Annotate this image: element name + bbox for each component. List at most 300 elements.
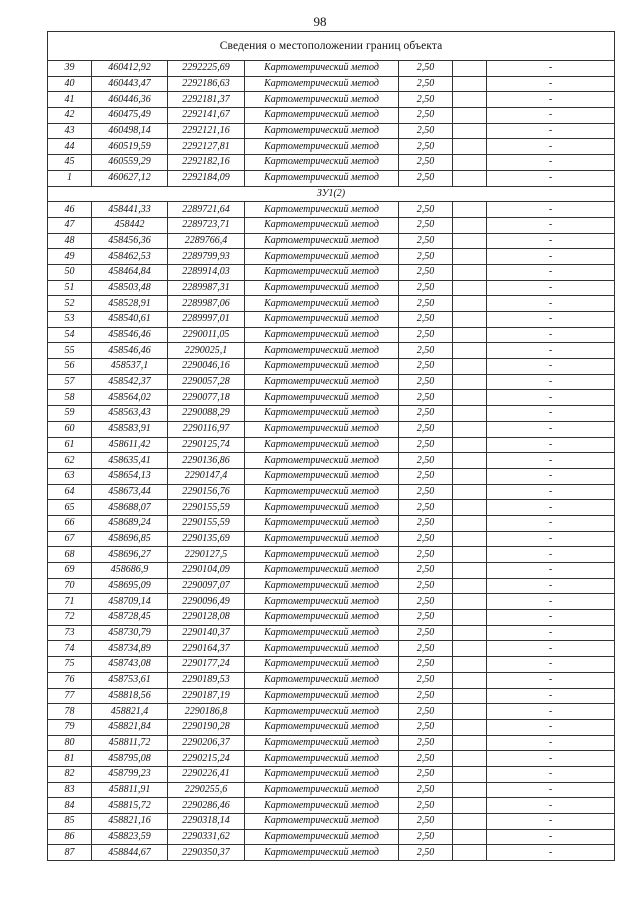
method-cell: Картометрический метод: [245, 343, 399, 359]
method-cell: Картометрический метод: [245, 688, 399, 704]
y-coordinate-cell: 2290096,49: [168, 594, 245, 610]
precision-cell: 2,50: [399, 735, 453, 751]
method-cell: Картометрический метод: [245, 123, 399, 139]
description-cell: -: [487, 453, 615, 469]
method-cell: Картометрический метод: [245, 233, 399, 249]
y-coordinate-cell: 2290350,37: [168, 845, 245, 861]
table-row: [48, 390, 615, 406]
empty-cell: [453, 641, 487, 657]
method-cell: Картометрический метод: [245, 563, 399, 579]
point-number-cell: 49: [48, 249, 92, 265]
table-row: [48, 641, 615, 657]
table-row: [48, 406, 615, 422]
x-coordinate-cell: 458456,36: [92, 233, 168, 249]
table-row: [48, 500, 615, 516]
description-cell: -: [487, 421, 615, 437]
empty-cell: [453, 437, 487, 453]
point-number-cell: 44: [48, 139, 92, 155]
point-number-cell: 47: [48, 217, 92, 233]
precision-cell: 2,50: [399, 437, 453, 453]
description-cell: -: [487, 531, 615, 547]
method-cell: Картометрический метод: [245, 249, 399, 265]
x-coordinate-cell: 458730,79: [92, 625, 168, 641]
x-coordinate-cell: 460475,49: [92, 108, 168, 124]
y-coordinate-cell: 2290164,37: [168, 641, 245, 657]
description-cell: -: [487, 641, 615, 657]
table-row: [48, 578, 615, 594]
method-cell: Картометрический метод: [245, 264, 399, 280]
x-coordinate-cell: 458689,24: [92, 515, 168, 531]
precision-cell: 2,50: [399, 704, 453, 720]
table-row: [48, 202, 615, 218]
y-coordinate-cell: 2290155,59: [168, 515, 245, 531]
y-coordinate-cell: 2290155,59: [168, 500, 245, 516]
precision-cell: 2,50: [399, 563, 453, 579]
empty-cell: [453, 343, 487, 359]
method-cell: Картометрический метод: [245, 390, 399, 406]
description-cell: -: [487, 374, 615, 390]
method-cell: Картометрический метод: [245, 468, 399, 484]
precision-cell: 2,50: [399, 751, 453, 767]
y-coordinate-cell: 2289997,01: [168, 312, 245, 328]
empty-cell: [453, 61, 487, 77]
method-cell: Картометрический метод: [245, 312, 399, 328]
precision-cell: 2,50: [399, 76, 453, 92]
x-coordinate-cell: 458818,56: [92, 688, 168, 704]
y-coordinate-cell: 2289721,64: [168, 202, 245, 218]
description-cell: -: [487, 92, 615, 108]
method-cell: Картометрический метод: [245, 625, 399, 641]
precision-cell: 2,50: [399, 829, 453, 845]
table-row: [48, 751, 615, 767]
point-number-cell: 77: [48, 688, 92, 704]
table-row: [48, 657, 615, 673]
precision-cell: 2,50: [399, 610, 453, 626]
empty-cell: [453, 453, 487, 469]
table-title: Сведения о местоположении границ объекта: [48, 32, 615, 61]
empty-cell: [453, 782, 487, 798]
precision-cell: 2,50: [399, 547, 453, 563]
x-coordinate-cell: 458611,42: [92, 437, 168, 453]
empty-cell: [453, 359, 487, 375]
x-coordinate-cell: 458844,67: [92, 845, 168, 861]
empty-cell: [453, 829, 487, 845]
empty-cell: [453, 249, 487, 265]
precision-cell: 2,50: [399, 217, 453, 233]
precision-cell: 2,50: [399, 845, 453, 861]
y-coordinate-cell: 2292121,16: [168, 123, 245, 139]
table-row: [48, 249, 615, 265]
empty-cell: [453, 672, 487, 688]
x-coordinate-cell: 458528,91: [92, 296, 168, 312]
precision-cell: 2,50: [399, 170, 453, 186]
point-number-cell: 53: [48, 312, 92, 328]
method-cell: Картометрический метод: [245, 829, 399, 845]
method-cell: Картометрический метод: [245, 76, 399, 92]
table-row: [48, 108, 615, 124]
table-row: [48, 76, 615, 92]
table-row: [48, 782, 615, 798]
description-cell: -: [487, 312, 615, 328]
table-row: [48, 453, 615, 469]
empty-cell: [453, 814, 487, 830]
empty-cell: [453, 766, 487, 782]
point-number-cell: 61: [48, 437, 92, 453]
x-coordinate-cell: 458442: [92, 217, 168, 233]
empty-cell: [453, 531, 487, 547]
description-cell: -: [487, 563, 615, 579]
description-cell: -: [487, 155, 615, 171]
table-row: [48, 61, 615, 77]
x-coordinate-cell: 458546,46: [92, 327, 168, 343]
description-cell: -: [487, 343, 615, 359]
precision-cell: 2,50: [399, 296, 453, 312]
y-coordinate-cell: 2290189,53: [168, 672, 245, 688]
table-row: [48, 829, 615, 845]
point-number-cell: 43: [48, 123, 92, 139]
x-coordinate-cell: 458464,84: [92, 264, 168, 280]
point-number-cell: 81: [48, 751, 92, 767]
empty-cell: [453, 139, 487, 155]
precision-cell: 2,50: [399, 374, 453, 390]
y-coordinate-cell: 2290116,97: [168, 421, 245, 437]
description-cell: -: [487, 390, 615, 406]
x-coordinate-cell: 460519,59: [92, 139, 168, 155]
y-coordinate-cell: 2290025,1: [168, 343, 245, 359]
description-cell: -: [487, 76, 615, 92]
empty-cell: [453, 233, 487, 249]
precision-cell: 2,50: [399, 202, 453, 218]
description-cell: -: [487, 657, 615, 673]
point-number-cell: 57: [48, 374, 92, 390]
page-number: 98: [313, 14, 327, 29]
description-cell: -: [487, 61, 615, 77]
empty-cell: [453, 170, 487, 186]
x-coordinate-cell: 458441,33: [92, 202, 168, 218]
precision-cell: 2,50: [399, 406, 453, 422]
method-cell: Картометрический метод: [245, 672, 399, 688]
description-cell: -: [487, 249, 615, 265]
x-coordinate-cell: 458583,91: [92, 421, 168, 437]
table-row: [48, 264, 615, 280]
empty-cell: [453, 578, 487, 594]
point-number-cell: 87: [48, 845, 92, 861]
description-cell: -: [487, 264, 615, 280]
y-coordinate-cell: 2290104,09: [168, 563, 245, 579]
y-coordinate-cell: 2290125,74: [168, 437, 245, 453]
precision-cell: 2,50: [399, 280, 453, 296]
y-coordinate-cell: 2290226,41: [168, 766, 245, 782]
table-row: [48, 327, 615, 343]
precision-cell: 2,50: [399, 108, 453, 124]
table-row: [48, 170, 615, 186]
precision-cell: 2,50: [399, 92, 453, 108]
precision-cell: 2,50: [399, 672, 453, 688]
description-cell: -: [487, 688, 615, 704]
empty-cell: [453, 563, 487, 579]
empty-cell: [453, 657, 487, 673]
precision-cell: 2,50: [399, 688, 453, 704]
precision-cell: 2,50: [399, 264, 453, 280]
empty-cell: [453, 798, 487, 814]
method-cell: Картометрический метод: [245, 845, 399, 861]
table-row: [48, 798, 615, 814]
point-number-cell: 83: [48, 782, 92, 798]
table-row: [48, 688, 615, 704]
point-number-cell: 76: [48, 672, 92, 688]
y-coordinate-cell: 2290057,28: [168, 374, 245, 390]
y-coordinate-cell: 2292182,16: [168, 155, 245, 171]
precision-cell: 2,50: [399, 359, 453, 375]
x-coordinate-cell: 458542,37: [92, 374, 168, 390]
y-coordinate-cell: 2290190,28: [168, 719, 245, 735]
table-row: [48, 704, 615, 720]
empty-cell: [453, 468, 487, 484]
description-cell: -: [487, 625, 615, 641]
y-coordinate-cell: 2289723,71: [168, 217, 245, 233]
y-coordinate-cell: 2292127,81: [168, 139, 245, 155]
x-coordinate-cell: 460446,36: [92, 92, 168, 108]
point-number-cell: 58: [48, 390, 92, 406]
x-coordinate-cell: 458695,09: [92, 578, 168, 594]
method-cell: Картометрический метод: [245, 155, 399, 171]
table-row: [48, 92, 615, 108]
description-cell: -: [487, 814, 615, 830]
table-row: [48, 547, 615, 563]
table-row: [48, 233, 615, 249]
precision-cell: 2,50: [399, 515, 453, 531]
x-coordinate-cell: 458696,85: [92, 531, 168, 547]
table-row: [48, 531, 615, 547]
method-cell: Картометрический метод: [245, 217, 399, 233]
boundary-coordinates-table: [47, 31, 615, 861]
empty-cell: [453, 280, 487, 296]
x-coordinate-cell: 458673,44: [92, 484, 168, 500]
method-cell: Картометрический метод: [245, 704, 399, 720]
precision-cell: 2,50: [399, 500, 453, 516]
description-cell: -: [487, 735, 615, 751]
x-coordinate-cell: 458635,41: [92, 453, 168, 469]
empty-cell: [453, 594, 487, 610]
y-coordinate-cell: 2292225,69: [168, 61, 245, 77]
point-number-cell: 70: [48, 578, 92, 594]
empty-cell: [453, 421, 487, 437]
precision-cell: 2,50: [399, 421, 453, 437]
y-coordinate-cell: 2289987,06: [168, 296, 245, 312]
empty-cell: [453, 484, 487, 500]
table-row: [48, 484, 615, 500]
description-cell: -: [487, 406, 615, 422]
point-number-cell: 1: [48, 170, 92, 186]
precision-cell: 2,50: [399, 249, 453, 265]
x-coordinate-cell: 458821,84: [92, 719, 168, 735]
y-coordinate-cell: 2289799,93: [168, 249, 245, 265]
table-row: [48, 312, 615, 328]
point-number-cell: 48: [48, 233, 92, 249]
description-cell: -: [487, 202, 615, 218]
method-cell: Картометрический метод: [245, 280, 399, 296]
y-coordinate-cell: 2290286,46: [168, 798, 245, 814]
method-cell: Картометрический метод: [245, 515, 399, 531]
precision-cell: 2,50: [399, 594, 453, 610]
empty-cell: [453, 264, 487, 280]
table-row: [48, 719, 615, 735]
empty-cell: [453, 610, 487, 626]
description-cell: -: [487, 123, 615, 139]
empty-cell: [453, 327, 487, 343]
precision-cell: 2,50: [399, 343, 453, 359]
description-cell: -: [487, 296, 615, 312]
description-cell: -: [487, 327, 615, 343]
y-coordinate-cell: 2289987,31: [168, 280, 245, 296]
table-row: [48, 437, 615, 453]
x-coordinate-cell: 458654,13: [92, 468, 168, 484]
precision-cell: 2,50: [399, 719, 453, 735]
table-row: [48, 155, 615, 171]
empty-cell: [453, 92, 487, 108]
x-coordinate-cell: 458799,23: [92, 766, 168, 782]
precision-cell: 2,50: [399, 641, 453, 657]
table-row: [48, 610, 615, 626]
empty-cell: [453, 123, 487, 139]
empty-cell: [453, 500, 487, 516]
method-cell: Картометрический метод: [245, 547, 399, 563]
description-cell: -: [487, 751, 615, 767]
x-coordinate-cell: 458686,9: [92, 563, 168, 579]
table-row: [48, 468, 615, 484]
method-cell: Картометрический метод: [245, 484, 399, 500]
precision-cell: 2,50: [399, 766, 453, 782]
point-number-cell: 50: [48, 264, 92, 280]
method-cell: Картометрический метод: [245, 719, 399, 735]
description-cell: -: [487, 217, 615, 233]
description-cell: -: [487, 500, 615, 516]
description-cell: -: [487, 484, 615, 500]
y-coordinate-cell: 2290187,19: [168, 688, 245, 704]
point-number-cell: 63: [48, 468, 92, 484]
method-cell: Картометрический метод: [245, 202, 399, 218]
point-number-cell: 72: [48, 610, 92, 626]
description-cell: -: [487, 672, 615, 688]
empty-cell: [453, 217, 487, 233]
precision-cell: 2,50: [399, 625, 453, 641]
method-cell: Картометрический метод: [245, 751, 399, 767]
y-coordinate-cell: 2290140,37: [168, 625, 245, 641]
table-row: [48, 139, 615, 155]
table-row: [48, 374, 615, 390]
y-coordinate-cell: 2290331,62: [168, 829, 245, 845]
x-coordinate-cell: 458728,45: [92, 610, 168, 626]
precision-cell: 2,50: [399, 61, 453, 77]
y-coordinate-cell: 2290135,69: [168, 531, 245, 547]
point-number-cell: 62: [48, 453, 92, 469]
description-cell: -: [487, 610, 615, 626]
x-coordinate-cell: 458709,14: [92, 594, 168, 610]
point-number-cell: 65: [48, 500, 92, 516]
table-row: [48, 563, 615, 579]
empty-cell: [453, 735, 487, 751]
method-cell: Картометрический метод: [245, 359, 399, 375]
method-cell: Картометрический метод: [245, 437, 399, 453]
point-number-cell: 56: [48, 359, 92, 375]
point-number-cell: 54: [48, 327, 92, 343]
x-coordinate-cell: 458503,48: [92, 280, 168, 296]
x-coordinate-cell: 458815,72: [92, 798, 168, 814]
description-cell: -: [487, 280, 615, 296]
method-cell: Картометрический метод: [245, 500, 399, 516]
y-coordinate-cell: 2290186,8: [168, 704, 245, 720]
point-number-cell: 82: [48, 766, 92, 782]
point-number-cell: 73: [48, 625, 92, 641]
table-row: [48, 735, 615, 751]
point-number-cell: 84: [48, 798, 92, 814]
precision-cell: 2,50: [399, 123, 453, 139]
method-cell: Картометрический метод: [245, 374, 399, 390]
table-row: [48, 343, 615, 359]
description-cell: -: [487, 766, 615, 782]
precision-cell: 2,50: [399, 814, 453, 830]
x-coordinate-cell: 458546,46: [92, 343, 168, 359]
description-cell: -: [487, 170, 615, 186]
empty-cell: [453, 155, 487, 171]
x-coordinate-cell: 458734,89: [92, 641, 168, 657]
x-coordinate-cell: 458540,61: [92, 312, 168, 328]
x-coordinate-cell: 460412,92: [92, 61, 168, 77]
y-coordinate-cell: 2290046,16: [168, 359, 245, 375]
empty-cell: [453, 374, 487, 390]
x-coordinate-cell: 460627,12: [92, 170, 168, 186]
table-row: [48, 845, 615, 861]
y-coordinate-cell: 2292186,63: [168, 76, 245, 92]
point-number-cell: 51: [48, 280, 92, 296]
point-number-cell: 52: [48, 296, 92, 312]
description-cell: -: [487, 704, 615, 720]
precision-cell: 2,50: [399, 155, 453, 171]
x-coordinate-cell: 458537,1: [92, 359, 168, 375]
description-cell: -: [487, 468, 615, 484]
y-coordinate-cell: 2290318,14: [168, 814, 245, 830]
empty-cell: [453, 547, 487, 563]
point-number-cell: 75: [48, 657, 92, 673]
empty-cell: [453, 390, 487, 406]
point-number-cell: 79: [48, 719, 92, 735]
method-cell: Картометрический метод: [245, 578, 399, 594]
point-number-cell: 86: [48, 829, 92, 845]
method-cell: Картометрический метод: [245, 814, 399, 830]
y-coordinate-cell: 2292141,67: [168, 108, 245, 124]
y-coordinate-cell: 2290177,24: [168, 657, 245, 673]
table-row: [48, 359, 615, 375]
y-coordinate-cell: 2290128,08: [168, 610, 245, 626]
precision-cell: 2,50: [399, 139, 453, 155]
y-coordinate-cell: 2290147,4: [168, 468, 245, 484]
point-number-cell: 60: [48, 421, 92, 437]
precision-cell: 2,50: [399, 312, 453, 328]
description-cell: -: [487, 829, 615, 845]
method-cell: Картометрический метод: [245, 453, 399, 469]
table-row: [48, 766, 615, 782]
x-coordinate-cell: 458821,4: [92, 704, 168, 720]
point-number-cell: 71: [48, 594, 92, 610]
point-number-cell: 68: [48, 547, 92, 563]
point-number-cell: 80: [48, 735, 92, 751]
y-coordinate-cell: 2290215,24: [168, 751, 245, 767]
table-row: [48, 814, 615, 830]
description-cell: -: [487, 139, 615, 155]
y-coordinate-cell: 2290255,6: [168, 782, 245, 798]
description-cell: -: [487, 515, 615, 531]
table-title-row: [48, 32, 615, 61]
